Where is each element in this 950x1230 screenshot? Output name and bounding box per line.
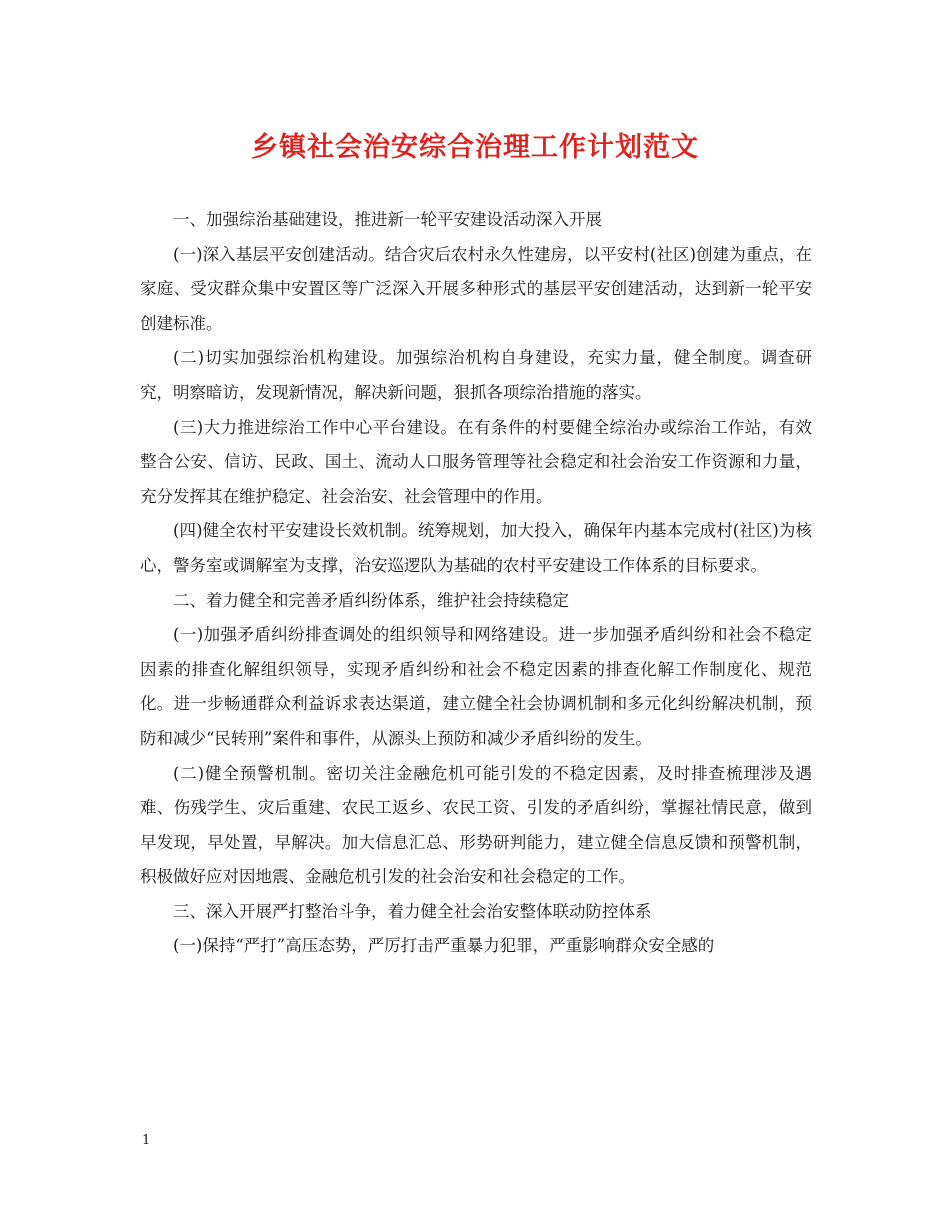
page-number: 1 [142, 1133, 151, 1148]
paragraph: (二)切实加强综治机构建设。加强综治机构自身建设，充实力量，健全制度。调查研究，明察暗访，发现新情况，解决新问题，狠抓各项综治措施的落实。 [140, 348, 812, 402]
paragraph: (三)大力推进综治工作中心平台建设。在有条件的村要健全综治办或综治工作站，有效整合公安、信访、民政、国土、流动人口服务管理等社会稳定和社会治安工作资源和力量，充分发挥其在维护稳定、社会治安、社会管理中的作用。 [140, 417, 812, 506]
paragraph: (四)健全农村平安建设长效机制。统筹规划，加大投入，确保年内基本完成村(社区)为核心，警务室或调解室为支撑，治安巡逻队为基础的农村平安建设工作体系的目标要求。 [140, 521, 812, 575]
paragraph: (一)保持“严打”高压态势，严厉打击严重暴力犯罪，严重影响群众安全感的 [173, 936, 715, 956]
section-heading-2: 二、着力健全和完善矛盾纠纷体系，维护社会持续稳定 [173, 590, 569, 610]
document-body [140, 203, 812, 964]
paragraph: (一)深入基层平安创建活动。结合灾后农村永久性建房，以平安村(社区)创建为重点，在家庭、受灾群众集中安置区等广泛深入开展多种形式的基层平安创建活动，达到新一轮平安创建标准。 [140, 244, 812, 333]
section-heading-1: 一、加强综治基础建设，推进新一轮平安建设活动深入开展 [173, 210, 602, 229]
paragraph: (一)加强矛盾纠纷排查调处的组织领导和网络建设。进一步加强矛盾纠纷和社会不稳定因素的排查化解组织领导，实现矛盾纠纷和社会不稳定因素的排查化解工作制度化、规范化。进一步畅通群众利益诉求表达渠道，建立健全社会协调机制和多元化纠纷解决机制，预防和减少“民转刑”案件和事件，从源头上预防和减少矛盾纠纷的发生。 [140, 625, 812, 748]
paragraph: (二)健全预警机制。密切关注金融危机可能引发的不稳定因素，及时排查梳理涉及遇难、伤残学生、灾后重建、农民工返乡、农民工资、引发的矛盾纠纷，掌握社情民意，做到早发现，早处置，早解决。加大信息汇总、形势研判能力，建立健全信息反馈和预警机制，积极做好应对因地震、金融危机引发的社会治安和社会稳定的工作。 [140, 763, 812, 887]
document-title: 乡镇社会治安综合治理工作计划范文 [251, 132, 699, 163]
section-heading-3: 三、深入开展严打整治斗争，着力健全社会治安整体联动防控体系 [173, 901, 652, 921]
